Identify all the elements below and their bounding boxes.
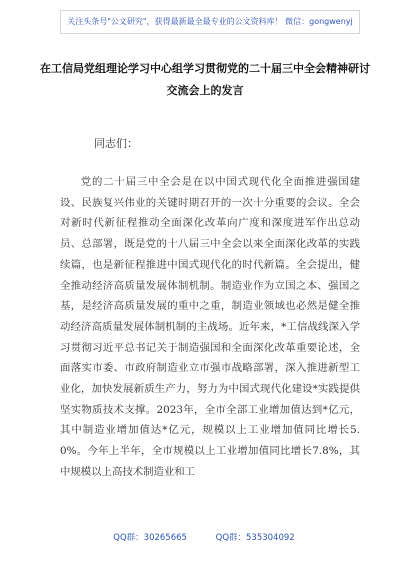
body-paragraph: 党的二十届三中全会是在以中国式现代化全面推进强国建设、民族复兴伟业的关键时期召开的一次十分重要的会议。全会对新时代新征程推动全面深化改革向广度和深度进军作出总动员、总部署，既是党的十八届三中全会以来全面深化改革的实践续篇，也是新征程推进中国式现代化的时代新篇。全会提出，健全推动经济高质量发展体制机制。制造业作为立国之本、强国之基，是经济高质量发展的重中之重，制造业领域也必然是健全推动经济高质量发展体制机制的主战场。近年来，*工信战线深入学习贯彻习近平总书记关于制造强国和全面深化改革重要论述，全面落实市委、市政府制造业立市强市战略部署，深入推进新型工业化，加快发展新质生产力，努力为中国式现代化建设*实践提供坚实物质技术支撑。2023年，全市全部工业增加值达到*亿元，其中制造业增加值达*亿元，规模以上工业增加值同比增长5.0%。今年上半年，全市规模以上工业增加值同比增长7.8%，其中规模以上高技术制造业和工 xyxy=(60,176,360,478)
footer-qq-group-2: QQ群：535304092 xyxy=(215,533,295,543)
footer-qq-group-1: QQ群：30265665 xyxy=(113,533,187,543)
salutation: 同志们： xyxy=(94,137,138,150)
footer-contact xyxy=(0,531,408,543)
document-title: 在工信局党组理论学习中心组学习贯彻党的二十届三中全会精神研讨交流会上的发言 xyxy=(40,62,370,97)
header-banner: 关注头条号"公文研究"，获得最新最全最专业的公文资料库！ 微信：gongwenyj xyxy=(60,10,360,34)
